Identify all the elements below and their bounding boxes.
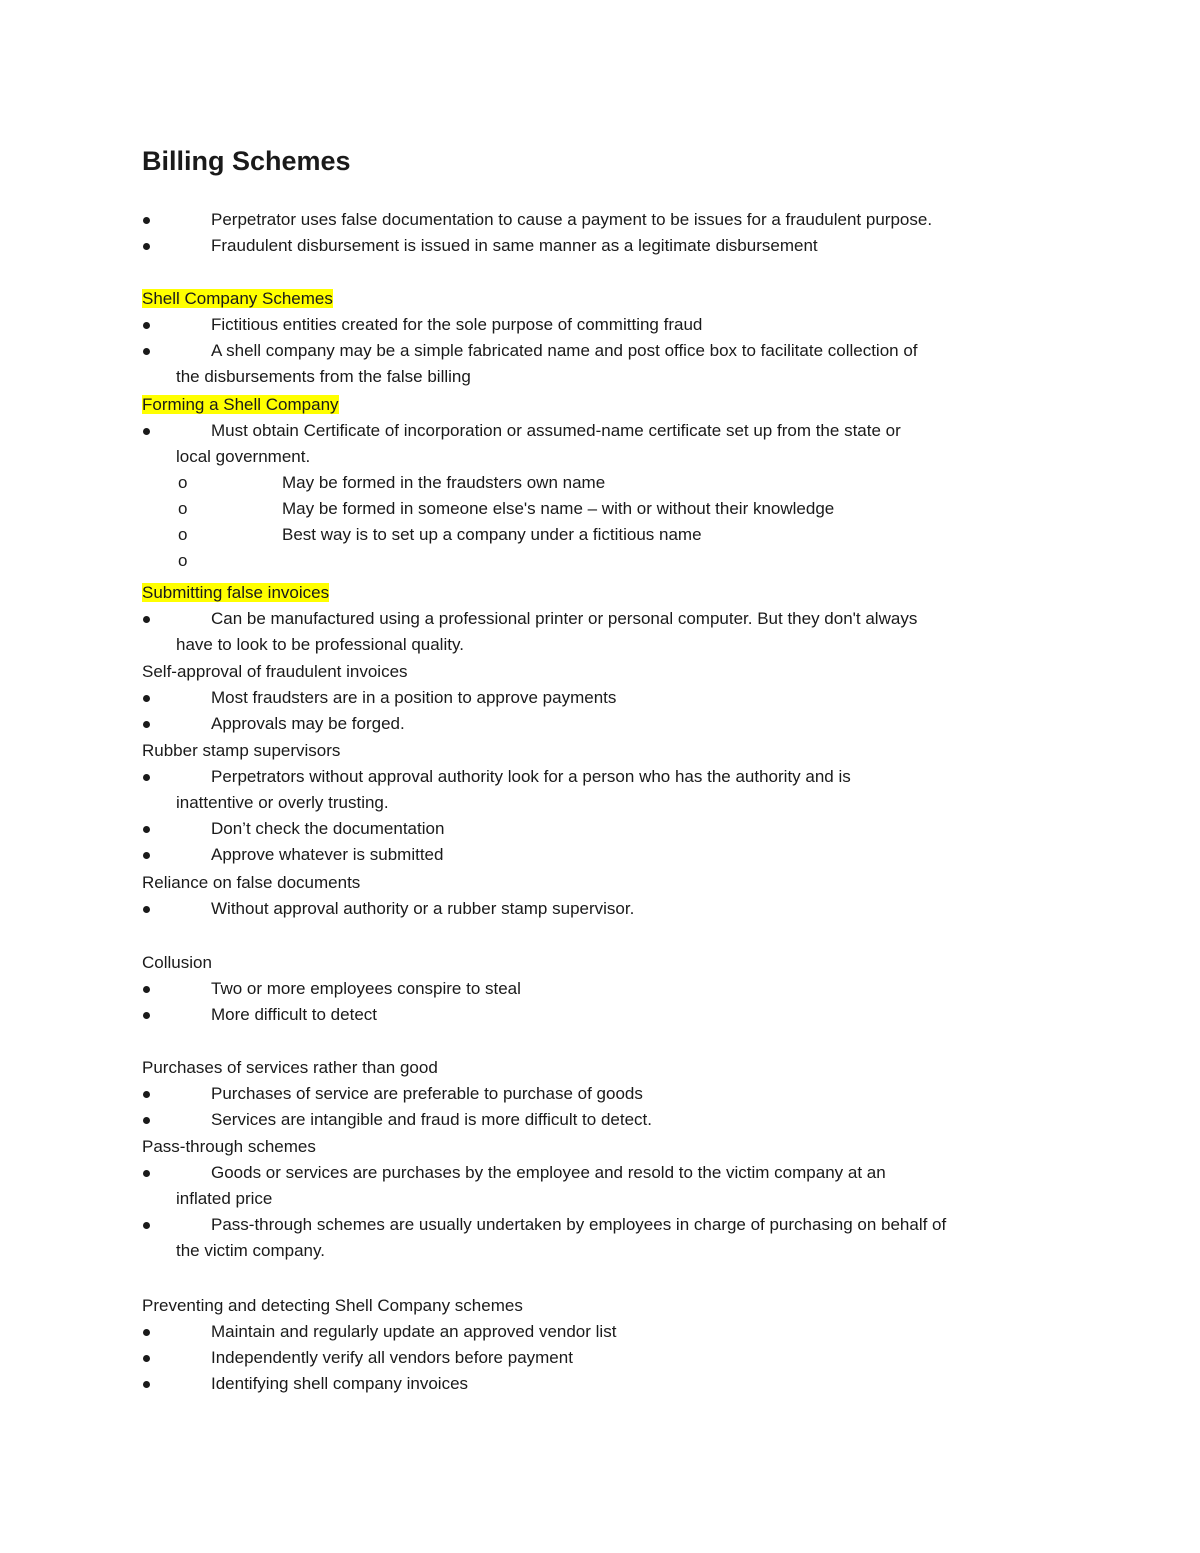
list-item-continuation: the disbursements from the false billing: [176, 367, 471, 386]
section-heading: Purchases of services rather than good: [142, 1058, 438, 1077]
list-item: Maintain and regularly update an approved vendor list: [211, 1322, 617, 1341]
list-item: Must obtain Certificate of incorporation or assumed-name certificate set up from the state or: [211, 421, 901, 440]
list-item: Fictitious entities created for the sole purpose of committing fraud: [211, 315, 703, 334]
section-rubber-stamp: [0, 738, 1200, 868]
list-item-continuation: the victim company.: [176, 1241, 325, 1260]
list-item: Two or more employees conspire to steal: [211, 979, 521, 998]
list-item: Services are intangible and fraud is more difficult to detect.: [211, 1110, 652, 1129]
document-title: Billing Schemes: [142, 146, 351, 176]
section-heading: Self-approval of fraudulent invoices: [142, 662, 408, 681]
list-item: Without approval authority or a rubber stamp supervisor.: [211, 899, 635, 918]
list-item: More difficult to detect: [211, 1005, 377, 1024]
section-self-approval: [0, 659, 1200, 737]
section-heading: Reliance on false documents: [142, 873, 361, 892]
list-item: Can be manufactured using a professional printer or personal computer. But they don't always: [211, 609, 918, 628]
list-item: Most fraudsters are in a position to approve payments: [211, 688, 617, 707]
section-reliance: [0, 870, 1200, 922]
section-heading: Forming a Shell Company: [142, 395, 339, 414]
list-item-continuation: have to look to be professional quality.: [176, 635, 464, 654]
list-item-continuation: inattentive or overly trusting.: [176, 793, 389, 812]
sub-bullet-icon: o: [178, 525, 188, 544]
list-item: Perpetrators without approval authority look for a person who has the authority and is: [211, 767, 851, 786]
intro-list: [0, 207, 1200, 259]
section-preventing: [0, 1293, 1200, 1397]
list-item: Perpetrator uses false documentation to cause a payment to be issues for a fraudulent purpose.: [211, 210, 933, 229]
section-services: [0, 1055, 1200, 1133]
list-item: Independently verify all vendors before payment: [211, 1348, 573, 1367]
section-pass-through: [0, 1134, 1200, 1264]
section-shell-company: [0, 286, 1200, 390]
sub-list-item: o May be formed in the fraudsters own name: [0, 470, 1200, 496]
section-heading: Collusion: [142, 953, 212, 972]
list-item-continuation: local government.: [176, 447, 311, 466]
list-item: Fraudulent disbursement is issued in same manner as a legitimate disbursement: [211, 236, 818, 255]
section-heading: Rubber stamp supervisors: [142, 741, 341, 760]
section-heading: Shell Company Schemes: [142, 289, 333, 308]
list-item: Goods or services are purchases by the employee and resold to the victim company at an: [211, 1163, 886, 1182]
section-heading: Pass-through schemes: [142, 1137, 316, 1156]
section-heading: Submitting false invoices: [142, 583, 330, 602]
sub-list-item: [0, 548, 1200, 574]
section-collusion: [0, 950, 1200, 1028]
list-item: A shell company may be a simple fabricated name and post office box to facilitate collection of: [211, 341, 918, 360]
sub-bullet-icon: o: [178, 473, 188, 492]
list-item: Don’t check the documentation: [211, 819, 445, 838]
list-item: Identifying shell company invoices: [211, 1374, 469, 1393]
sub-bullet-icon: o: [178, 499, 188, 518]
sub-list-item: o Best way is to set up a company under a fictitious name: [0, 522, 1200, 548]
list-item-continuation: inflated price: [176, 1189, 273, 1208]
list-item: Approvals may be forged.: [211, 714, 405, 733]
section-heading: Preventing and detecting Shell Company schemes: [142, 1296, 523, 1315]
list-item: Approve whatever is submitted: [211, 845, 444, 864]
sub-bullet-icon: o: [178, 551, 188, 570]
list-item: Purchases of service are preferable to purchase of goods: [211, 1084, 643, 1103]
list-item: Pass-through schemes are usually undertaken by employees in charge of purchasing on behalf of: [211, 1215, 947, 1234]
section-invoices: [0, 580, 1200, 658]
section-forming: [0, 392, 1200, 574]
sub-list-item: o May be formed in someone else's name – with or without their knowledge: [0, 496, 1200, 522]
